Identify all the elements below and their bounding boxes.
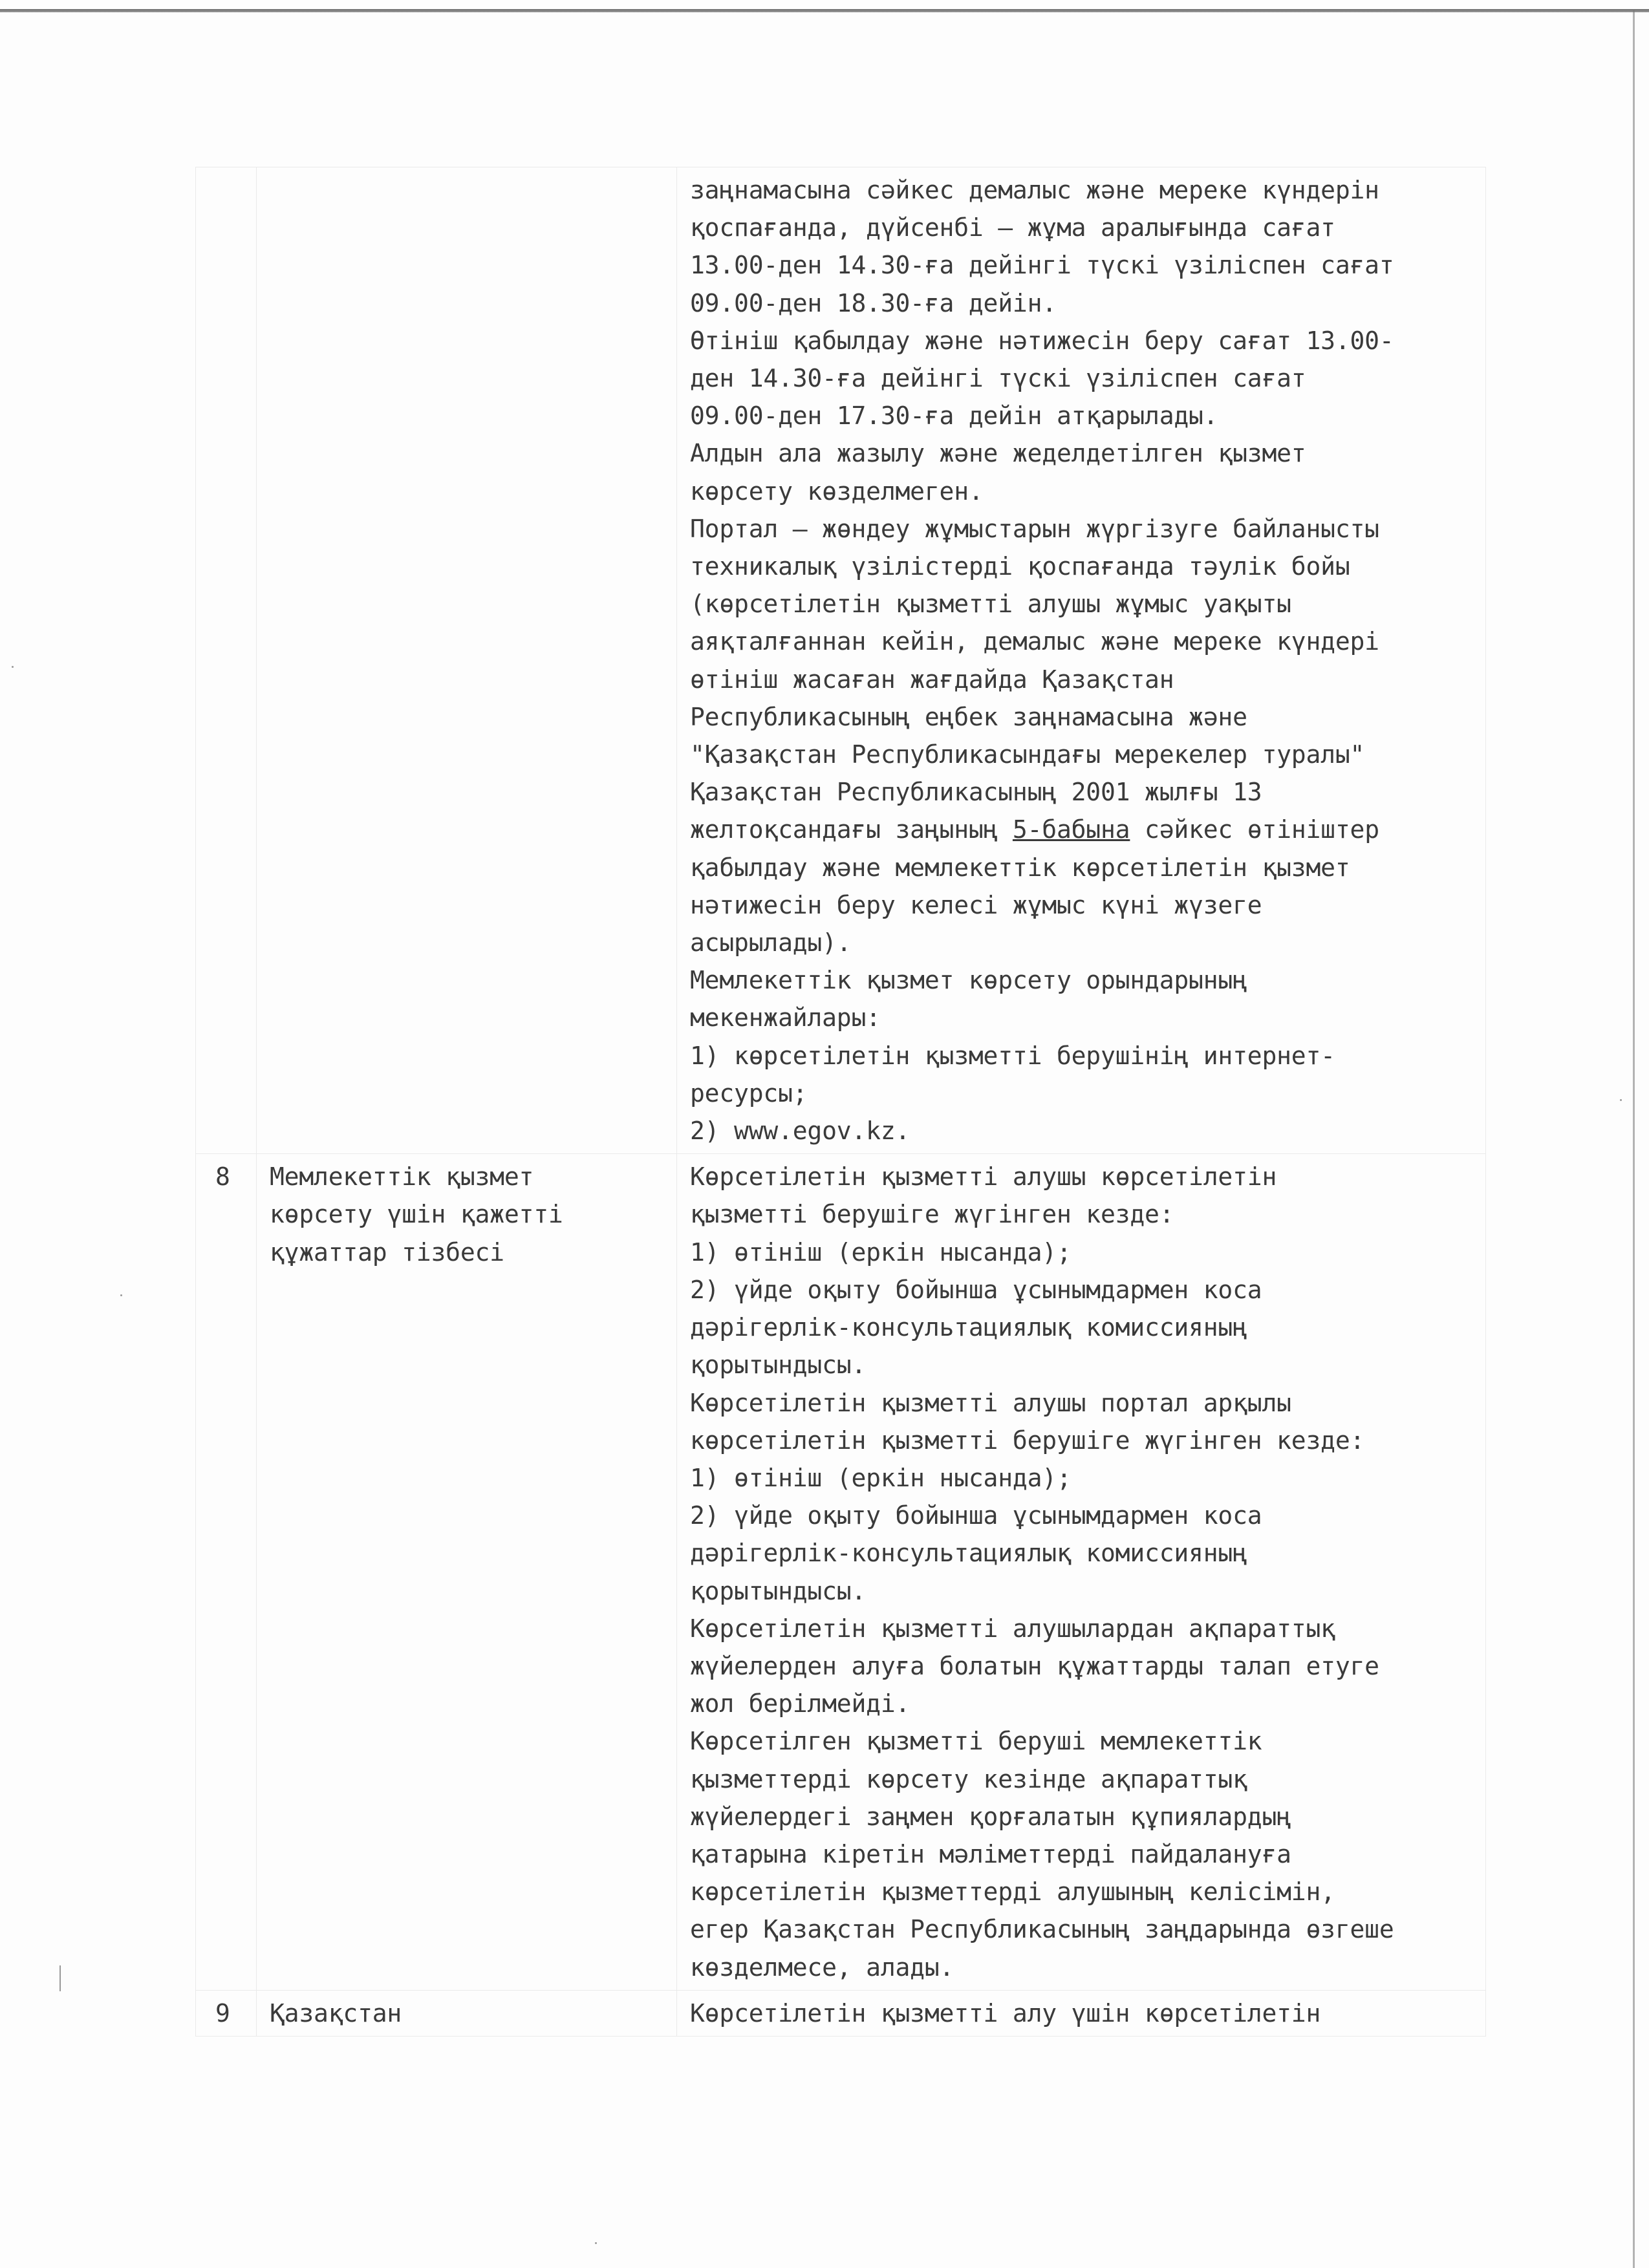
title-line: Мемлекеттік қызмет [270, 1162, 534, 1192]
body-line: 2) үйде оқыту бойынша ұсынымдармен коса [690, 1501, 1262, 1530]
body-line: 13.00-ден 14.30-ға дейінгі түскі үзіліспен сағат [690, 251, 1394, 280]
body-line: 09.00-ден 18.30-ға дейін. [690, 288, 1057, 317]
body-line: Көрсетілетін қызметті алушы портал арқылы [690, 1388, 1291, 1417]
scan-speck [12, 666, 14, 668]
body-line: қызметті берушіге жүгінген кезде: [690, 1200, 1174, 1229]
service-standard-table [195, 167, 1486, 2037]
body-line: қорытындысы. [690, 1351, 867, 1380]
body-line: көрсетілетін қызметтерді алушының келісімін, [690, 1878, 1335, 1907]
body-line: Көрсетілген қызметті беруші мемлекеттік [690, 1727, 1262, 1756]
link-suffix: сәйкес өтініштер [1130, 815, 1379, 844]
body-line: Көрсетілетін қызметті алу үшін көрсетілетін [690, 1998, 1321, 2027]
row-title [257, 1990, 677, 2036]
body-line: ден 14.30-ға дейінгі түскі үзіліспен сағат [690, 364, 1306, 393]
body-line: Өтініш қабылдау және нәтижесін беру сағат 13.00- [690, 326, 1394, 355]
body-line: көзделмесе, алады. [690, 1952, 954, 1982]
row-body [677, 167, 1486, 1154]
row-title [257, 1154, 677, 1990]
body-line: Қазақстан Республикасының 2001 жылғы 13 [690, 778, 1262, 807]
row-number [196, 167, 257, 1154]
table-row [196, 167, 1486, 1154]
body-line: көрсетілетін қызметті берушіге жүгінген кезде: [690, 1426, 1365, 1455]
body-line: аяқталғаннан кейін, демалыс және мереке күндері [690, 627, 1379, 656]
scan-speck [1620, 1099, 1622, 1101]
title-line: көрсету үшін қажетті [270, 1200, 563, 1229]
body-line: 2) үйде оқыту бойынша ұсынымдармен коса [690, 1275, 1262, 1304]
body-line: Көрсетілетін қызметті алушылардан ақпараттық [690, 1614, 1335, 1643]
row-body [677, 1154, 1486, 1990]
body-line: асырылады). [690, 928, 852, 957]
body-line: мекенжайлары: [690, 1003, 881, 1032]
body-line: Алдын ала жазылу және жеделдетілген қызмет [690, 439, 1306, 468]
link-prefix: желтоқсандағы заңының [690, 815, 1013, 844]
body-line: өтініш жасаған жағдайда Қазақстан [690, 665, 1174, 694]
body-line: қызметтерді көрсету кезінде ақпараттық [690, 1764, 1247, 1793]
row-number: 9 [196, 1990, 257, 2036]
body-line: қоспағанда, дүйсенбі – жұма аралығында сағат [690, 213, 1335, 242]
body-line: дәрігерлік-консультациялық комиссияның [690, 1539, 1247, 1568]
body-line: 09.00-ден 17.30-ға дейін атқарылады. [690, 401, 1218, 431]
body-line: Республикасының еңбек заңнамасына және [690, 702, 1247, 731]
scan-speck [59, 1965, 61, 1991]
table-row [196, 1990, 1486, 2036]
body-line: қабылдау және мемлекеттік көрсетілетін қызмет [690, 853, 1350, 882]
body-line: Портал – жөндеу жұмыстарын жүргізуге байланысты [690, 514, 1379, 543]
row-body [677, 1990, 1486, 2036]
body-line: жүйелерден алуға болатын құжаттарды талап етуге [690, 1651, 1379, 1680]
body-line: "Қазақстан Республикасындағы мерекелер туралы" [690, 740, 1365, 769]
body-line: қорытындысы. [690, 1576, 867, 1605]
table-row [196, 1154, 1486, 1990]
body-line: 1) өтініш (еркін нысанда); [690, 1463, 1072, 1492]
scan-right-edge [1633, 9, 1635, 2268]
scan-speck [595, 2242, 597, 2244]
body-line: ресурсы; [690, 1078, 808, 1107]
body-line: техникалық үзілістерді қоспағанда тәулік бойы [690, 552, 1350, 581]
scan-speck [120, 1294, 122, 1296]
body-line: жүйелердегі заңмен қорғалатын құпиялардың [690, 1802, 1291, 1831]
body-line: 1) көрсетілетін қызметті берушінің интернет- [690, 1041, 1335, 1070]
row-title [257, 167, 677, 1154]
title-line: Қазақстан [270, 1998, 402, 2027]
body-line: заңнамасына сәйкес демалыс және мереке күндерін [690, 176, 1379, 204]
body-line: 1) өтініш (еркін нысанда); [690, 1237, 1072, 1267]
body-line: көрсету көзделмеген. [690, 476, 984, 506]
title-line: құжаттар тізбесі [270, 1237, 504, 1267]
body-line: Көрсетілетін қызметті алушы көрсетілетін [690, 1162, 1277, 1192]
body-line: 2) www.egov.kz. [690, 1117, 911, 1146]
row-number: 8 [196, 1154, 257, 1990]
body-line: дәрігерлік-консультациялық комиссияның [690, 1313, 1247, 1342]
body-line: Мемлекеттік қызмет көрсету орындарының [690, 966, 1247, 995]
body-line: (көрсетілетін қызметті алушы жұмыс уақыты [690, 590, 1291, 619]
scan-top-edge [0, 9, 1649, 12]
body-line: жол берілмейді. [690, 1689, 911, 1718]
body-line: нәтижесін беру келесі жұмыс күні жүзеге [690, 890, 1262, 919]
body-line: егер Қазақстан Республикасының заңдарында өзгеше [690, 1915, 1394, 1944]
law-article-link[interactable]: 5-бабына [1012, 815, 1130, 844]
body-line-with-link [690, 811, 1476, 848]
body-line: қатарына кіретін мәліметтерді пайдалануға [690, 1839, 1291, 1868]
